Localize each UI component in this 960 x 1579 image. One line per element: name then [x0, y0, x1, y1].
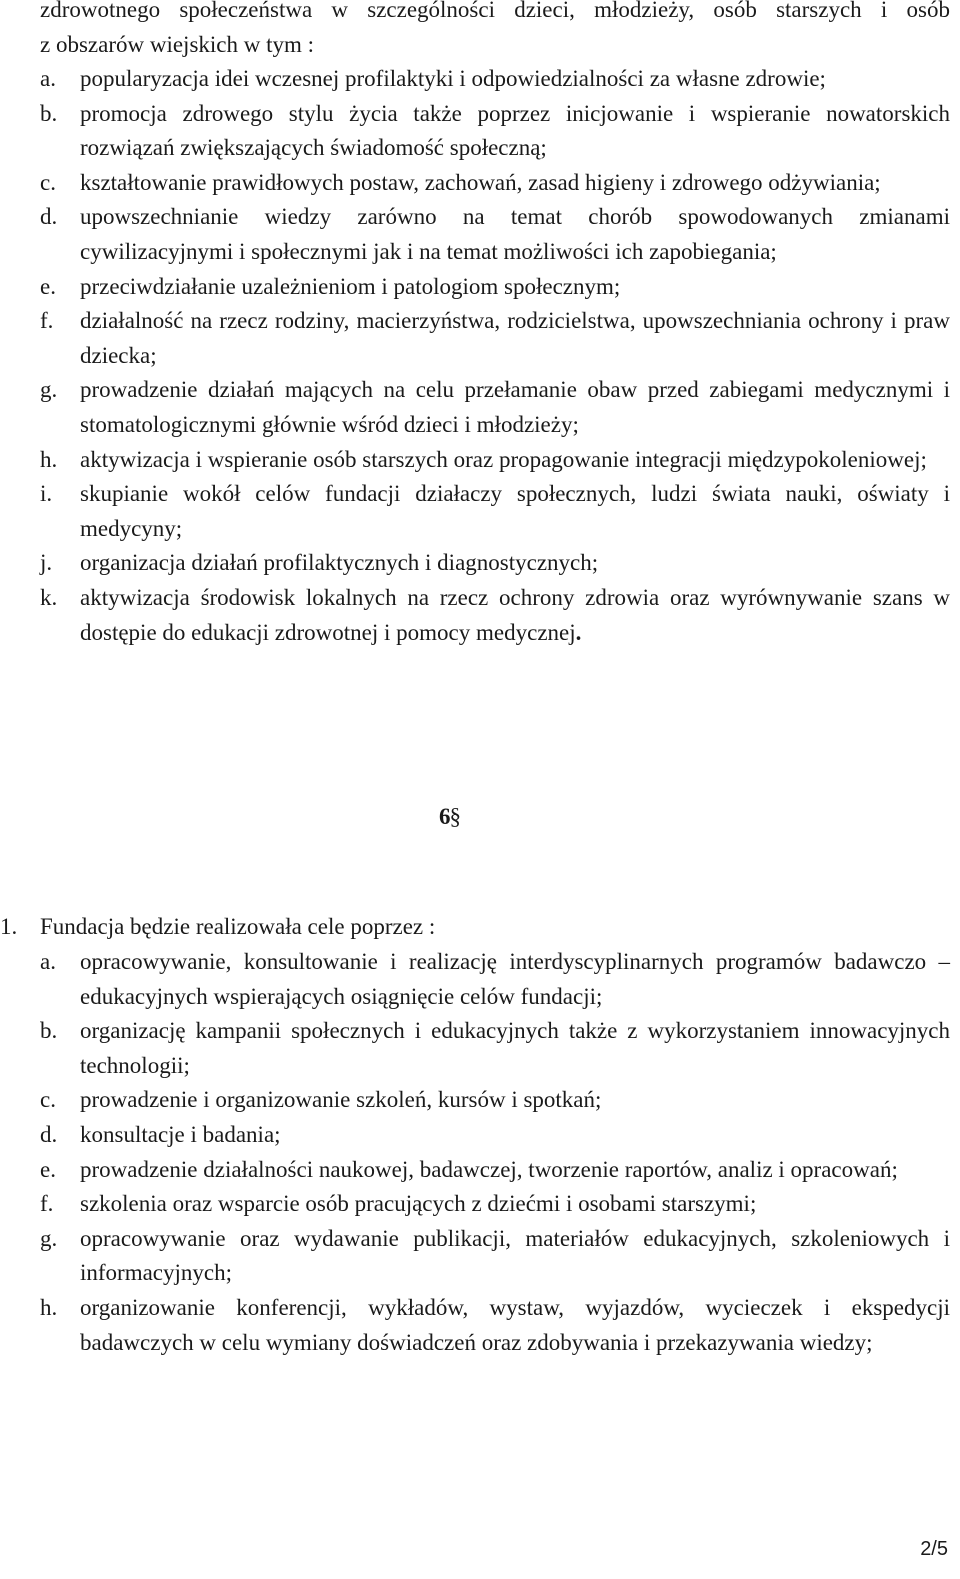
list-marker: e. — [40, 273, 56, 299]
point-number: 1. — [0, 914, 18, 939]
means-list-item — [40, 1083, 950, 1118]
list-marker: e. — [40, 1156, 56, 1182]
means-list-item — [40, 1118, 950, 1153]
means-list-item — [40, 1153, 950, 1188]
list-marker: b. — [40, 1018, 58, 1044]
point-1 — [0, 910, 950, 945]
list-marker: g. — [40, 377, 58, 403]
means-list-item — [40, 945, 950, 1014]
list-marker: b. — [40, 100, 58, 126]
goals-list-item — [40, 166, 950, 201]
list-item-text: organizacja działań profilaktycznych i diagnostycznych; — [80, 550, 599, 576]
means-list-item — [40, 1014, 950, 1083]
goals-list-item — [40, 477, 950, 546]
list-item-text: promocja zdrowego stylu życia także poprzez inicjowanie i wspieranie nowatorskich rozwiązań zwiększających świadomość społeczną; — [80, 100, 950, 161]
list-item-text: szkolenia oraz wsparcie osób pracujących z dziećmi i osobami starszymi; — [80, 1191, 757, 1217]
goals-list-item — [40, 97, 950, 166]
list-marker: j. — [40, 550, 53, 576]
list-item-text: organizację kampanii społecznych i edukacyjnych także z wykorzystaniem innowacyjnych technologii; — [80, 1018, 950, 1078]
list-item-text: prowadzenie działań mających na celu przełamanie obaw przed zabiegami medycznymi i stomatologicznymi głównie wśród dzieci i młodzieży; — [80, 377, 950, 437]
list-item-text: prowadzenie działalności naukowej, badawczej, tworzenie raportów, analiz i opracowań; — [80, 1156, 898, 1182]
list-item-text: organizowanie konferencji, wykładów, wystaw, wyjazdów, wycieczek i ekspedycji badawczych w celu wymiany doświadczeń oraz zdobywania i przekazywania wiedzy; — [80, 1294, 950, 1355]
point-text: Fundacja będzie realizowała cele poprzez : — [40, 914, 436, 939]
list-item-text: popularyzacja idei wczesnej profilaktyki i odpowiedzialności za własne zdrowie; — [80, 66, 826, 91]
goals-list — [40, 62, 950, 650]
goals-list-item — [40, 200, 950, 269]
list-marker: h. — [40, 446, 58, 472]
list-item-text: opracowywanie oraz wydawanie publikacji, materiałów edukacyjnych, szkoleniowych i informacyjnych; — [80, 1225, 950, 1286]
list-item-text: prowadzenie i organizowanie szkoleń, kursów i spotkań; — [80, 1087, 602, 1113]
list-marker: f. — [40, 1191, 54, 1217]
list-marker: c. — [40, 169, 56, 195]
goals-list-item — [40, 373, 950, 442]
list-marker: a. — [40, 949, 56, 974]
intro-line-1: zdrowotnego społeczeństwa w szczególności dzieci, młodzieży, osób starszych i osób — [40, 0, 950, 22]
goals-list-item — [40, 270, 950, 305]
list-item-text: upowszechnianie wiedzy zarówno na temat chorób spowodowanych zmianami cywilizacyjnymi i społecznymi jak i na temat możliwości ich zapobiegania; — [80, 204, 950, 264]
goals-list-item — [40, 581, 950, 650]
final-period: . — [575, 619, 582, 645]
means-list-item — [40, 1222, 950, 1291]
list-marker: i. — [40, 481, 53, 507]
section-number: 6 — [439, 804, 451, 829]
list-marker: k. — [40, 584, 58, 610]
list-item-text-body: aktywizacja środowisk lokalnych na rzecz ochrony zdrowia oraz wyrównywanie szans w dostępie do edukacji zdrowotnej i pomocy medycznej — [80, 584, 950, 645]
list-marker: f. — [40, 308, 54, 334]
list-item-text: opracowywanie, konsultowanie i realizację interdyscyplinarnych programów badawczo – edukacyjnych wspierających osiągnięcie celów fundacji; — [80, 949, 950, 1009]
goals-list-item — [40, 443, 950, 478]
list-marker: g. — [40, 1225, 58, 1251]
list-item-text: aktywizacja i wspieranie osób starszych oraz propagowanie integracji międzypokoleniowej; — [80, 446, 927, 472]
intro-line-2: z obszarów wiejskich w tym : — [40, 31, 315, 57]
goals-list-item — [40, 62, 950, 97]
means-list-item — [40, 1187, 950, 1222]
list-item-text: skupianie wokół celów fundacji działaczy społecznych, ludzi świata nauki, oświaty i medycyny; — [80, 481, 950, 541]
goals-list-item — [40, 546, 950, 581]
list-item-text — [80, 581, 950, 650]
intro-paragraph — [40, 0, 950, 62]
section-heading — [0, 800, 960, 835]
list-marker: d. — [40, 204, 58, 230]
list-item-text: działalność na rzecz rodziny, macierzyństwa, rodzicielstwa, upowszechniania ochrony i praw dziecka; — [80, 308, 950, 368]
list-item-text: kształtowanie prawidłowych postaw, zachowań, zasad higieny i zdrowego odżywiania; — [80, 169, 881, 195]
list-item-text: konsultacje i badania; — [80, 1121, 281, 1147]
section-symbol: § — [449, 804, 461, 829]
list-marker: a. — [40, 66, 56, 91]
list-marker: h. — [40, 1294, 58, 1320]
list-marker: d. — [40, 1121, 58, 1147]
list-marker: c. — [40, 1087, 56, 1113]
goals-list-item — [40, 304, 950, 373]
page-number: 2/5 — [920, 1538, 948, 1560]
means-list-item — [40, 1291, 950, 1360]
list-item-text: przeciwdziałanie uzależnieniom i patologiom społecznym; — [80, 273, 621, 299]
means-list — [40, 945, 950, 1360]
